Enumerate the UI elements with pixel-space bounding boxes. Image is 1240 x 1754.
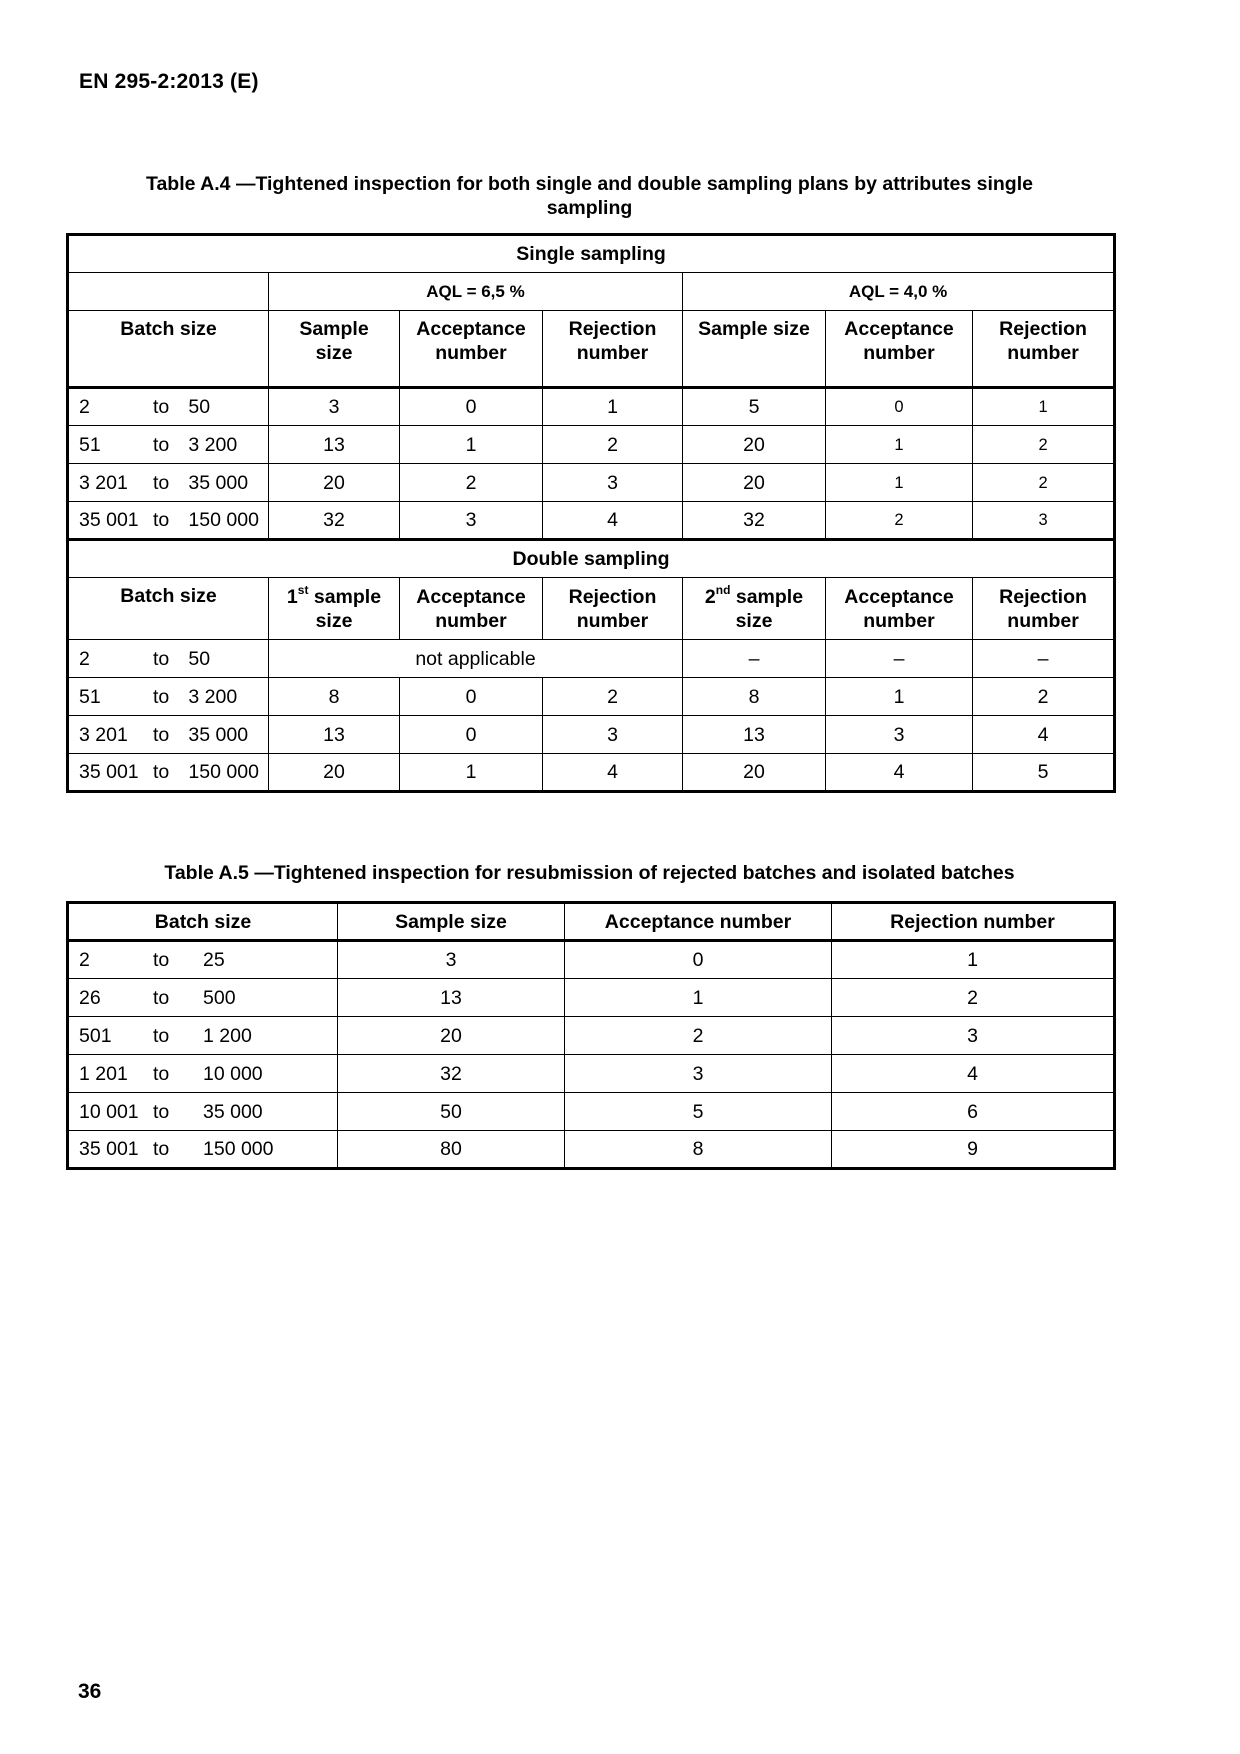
cell: 4 xyxy=(826,754,973,792)
table-row xyxy=(68,716,1115,754)
table-row xyxy=(68,1093,1115,1131)
table-a5 xyxy=(66,901,1116,1170)
header-line: Sample xyxy=(299,318,369,340)
header-line: number xyxy=(863,342,935,364)
header-row xyxy=(68,903,1115,941)
ordinal-number: 2 xyxy=(704,585,716,608)
cell: 32 xyxy=(683,502,826,540)
batch-end: 35 000 xyxy=(188,471,249,494)
cell: 5 xyxy=(565,1093,832,1131)
rejection-number-header xyxy=(543,311,683,388)
acceptance-number-header: Acceptance number xyxy=(565,903,832,941)
header-line: Rejection xyxy=(568,585,657,608)
ordinal-number: 1 xyxy=(286,585,298,608)
header-line: Acceptance xyxy=(416,585,526,608)
cell: 50 xyxy=(338,1093,565,1131)
cell: 20 xyxy=(269,754,400,792)
cell: 80 xyxy=(338,1131,565,1169)
batch-from: 501 xyxy=(79,1024,112,1047)
table-row xyxy=(68,678,1115,716)
table-row xyxy=(68,979,1115,1017)
ordinal-suffix: st xyxy=(297,582,309,597)
cell: 13 xyxy=(269,716,400,754)
batch-to: to xyxy=(153,509,170,531)
cell: 3 xyxy=(269,388,400,426)
batch-range xyxy=(68,979,338,1017)
cell: 13 xyxy=(269,426,400,464)
batch-to: to xyxy=(153,949,170,971)
table-row xyxy=(68,640,1115,678)
batch-end: 50 xyxy=(188,396,211,418)
acceptance-number-header xyxy=(400,311,543,388)
batch-from: 1 201 xyxy=(79,1062,128,1085)
batch-from: 2 xyxy=(79,949,90,971)
batch-end: 3 200 xyxy=(188,433,238,456)
batch-end: 150 000 xyxy=(188,761,259,783)
cell: 1 xyxy=(973,388,1115,426)
cell: 2 xyxy=(543,678,683,716)
batch-end: 150 000 xyxy=(188,509,259,531)
batch-to: to xyxy=(153,1138,170,1160)
batch-end: 3 200 xyxy=(188,685,238,708)
batch-to: to xyxy=(153,471,170,494)
batch-range xyxy=(68,1055,338,1093)
cell: 4 xyxy=(832,1055,1115,1093)
cell: 3 xyxy=(400,502,543,540)
table-row xyxy=(68,464,1115,502)
cell: 2 xyxy=(826,502,973,540)
batch-size-header: Batch size xyxy=(68,311,269,388)
batch-to: to xyxy=(153,1062,170,1085)
header-line: number xyxy=(576,342,649,364)
cell: 8 xyxy=(683,678,826,716)
rejection-number-header-2 xyxy=(973,578,1115,640)
rejection-number-header-2 xyxy=(973,311,1115,388)
cell: 20 xyxy=(269,464,400,502)
cell: 32 xyxy=(338,1055,565,1093)
table-a5-caption: Table A.5 —Tightened inspection for resubmission of rejected batches and isolated batches xyxy=(164,862,1015,884)
batch-range xyxy=(68,941,338,979)
batch-range xyxy=(68,464,269,502)
cell: 2 xyxy=(543,426,683,464)
cell: 1 xyxy=(543,388,683,426)
batch-range xyxy=(68,716,269,754)
cell: 0 xyxy=(400,388,543,426)
cell: 20 xyxy=(683,426,826,464)
batch-to: to xyxy=(153,986,170,1009)
cell: 6 xyxy=(832,1093,1115,1131)
empty-cell xyxy=(68,273,269,311)
cell: 20 xyxy=(683,754,826,792)
header-line: number xyxy=(1007,609,1079,632)
header-line: Acceptance xyxy=(844,318,954,340)
batch-to: to xyxy=(153,761,170,783)
header-line: size xyxy=(735,609,773,632)
aql-6-5-heading: AQL = 6,5 % xyxy=(269,273,683,311)
table-a4-caption-line1: Table A.4 —Tightened inspection for both single and double sampling plans by attributes single xyxy=(146,173,1033,195)
batch-end: 35 000 xyxy=(203,1100,263,1123)
second-sample-size-header xyxy=(683,578,826,640)
cell: 1 xyxy=(826,678,973,716)
batch-range xyxy=(68,426,269,464)
batch-to: to xyxy=(153,723,170,746)
header-line: Acceptance xyxy=(416,318,526,340)
cell: 3 xyxy=(338,941,565,979)
acceptance-number-header-2 xyxy=(826,578,973,640)
cell: 3 xyxy=(832,1017,1115,1055)
table-row xyxy=(68,1017,1115,1055)
cell: 20 xyxy=(683,464,826,502)
double-header-row xyxy=(68,578,1115,640)
batch-range xyxy=(68,1017,338,1055)
table-row xyxy=(68,426,1115,464)
batch-from: 2 xyxy=(79,647,90,670)
cell: 5 xyxy=(973,754,1115,792)
batch-range xyxy=(68,1093,338,1131)
cell: 8 xyxy=(269,678,400,716)
header-line: number xyxy=(435,609,507,632)
cell: 0 xyxy=(565,941,832,979)
batch-to: to xyxy=(153,1100,170,1123)
cell: – xyxy=(683,640,826,678)
table-row xyxy=(68,941,1115,979)
page-number: 36 xyxy=(78,1680,102,1703)
table-row xyxy=(68,1055,1115,1093)
cell: 13 xyxy=(683,716,826,754)
batch-end: 35 000 xyxy=(188,723,249,746)
cell: 4 xyxy=(543,754,683,792)
cell: 3 xyxy=(826,716,973,754)
cell: 2 xyxy=(973,426,1115,464)
cell: 1 xyxy=(400,754,543,792)
cell: 32 xyxy=(269,502,400,540)
batch-range xyxy=(68,502,269,540)
batch-to: to xyxy=(153,396,170,418)
cell: 9 xyxy=(832,1131,1115,1169)
batch-range xyxy=(68,388,269,426)
batch-from: 2 xyxy=(79,396,90,418)
cell: 1 xyxy=(400,426,543,464)
batch-from: 51 xyxy=(79,433,101,456)
batch-end: 50 xyxy=(188,647,211,670)
cell: 4 xyxy=(543,502,683,540)
batch-to: to xyxy=(153,647,170,670)
single-sampling-title: Single sampling xyxy=(68,235,1115,273)
batch-size-header: Batch size xyxy=(68,903,338,941)
cell: 1 xyxy=(826,464,973,502)
header-line: Rejection xyxy=(568,318,657,340)
cell: 4 xyxy=(973,716,1115,754)
table-row xyxy=(68,754,1115,792)
cell: 3 xyxy=(543,716,683,754)
table-a4-caption xyxy=(66,172,1113,220)
cell: 2 xyxy=(832,979,1115,1017)
cell: 2 xyxy=(973,464,1115,502)
aql-4-0-heading: AQL = 4,0 % xyxy=(683,273,1115,311)
header-line: number xyxy=(435,342,507,364)
document-identifier: EN 295-2:2013 (E) xyxy=(79,70,259,93)
batch-end: 150 000 xyxy=(203,1138,274,1160)
acceptance-number-header-2 xyxy=(826,311,973,388)
cell: 2 xyxy=(400,464,543,502)
cell: 3 xyxy=(973,502,1115,540)
cell: 3 xyxy=(543,464,683,502)
cell: 8 xyxy=(565,1131,832,1169)
batch-range xyxy=(68,678,269,716)
cell: 0 xyxy=(400,716,543,754)
cell: 0 xyxy=(400,678,543,716)
ordinal-suffix: nd xyxy=(715,582,731,597)
batch-range xyxy=(68,640,269,678)
batch-end: 25 xyxy=(203,949,225,971)
batch-end: 10 000 xyxy=(203,1062,263,1085)
cell: 2 xyxy=(565,1017,832,1055)
header-line: Rejection xyxy=(999,585,1087,608)
cell: – xyxy=(826,640,973,678)
cell: 2 xyxy=(973,678,1115,716)
batch-end: 500 xyxy=(203,986,236,1009)
cell: 20 xyxy=(338,1017,565,1055)
batch-from: 35 001 xyxy=(79,761,139,783)
batch-from: 10 001 xyxy=(79,1100,139,1123)
header-line: Rejection xyxy=(999,318,1087,340)
header-line: Acceptance xyxy=(844,585,954,608)
batch-to: to xyxy=(153,433,170,456)
cell: – xyxy=(973,640,1115,678)
rejection-number-header xyxy=(543,578,683,640)
cell: 13 xyxy=(338,979,565,1017)
not-applicable-cell: not applicable xyxy=(269,640,683,678)
rejection-number-header: Rejection number xyxy=(832,903,1115,941)
table-row xyxy=(68,1131,1115,1169)
cell: 1 xyxy=(832,941,1115,979)
table-a4-caption-line2: sampling xyxy=(546,197,633,219)
sample-size-header: Sample size xyxy=(338,903,565,941)
first-sample-size-header xyxy=(269,578,400,640)
cell: 5 xyxy=(683,388,826,426)
batch-end: 1 200 xyxy=(203,1024,252,1047)
batch-from: 3 201 xyxy=(79,723,128,746)
header-line: number xyxy=(1007,342,1079,364)
sample-size-header xyxy=(269,311,400,388)
batch-range xyxy=(68,754,269,792)
batch-range xyxy=(68,1131,338,1169)
cell: 3 xyxy=(565,1055,832,1093)
header-line: number xyxy=(863,609,935,632)
single-header-row xyxy=(68,311,1115,388)
batch-to: to xyxy=(153,1024,170,1047)
batch-to: to xyxy=(153,685,170,708)
batch-from: 35 001 xyxy=(79,1138,139,1160)
header-line: size xyxy=(315,609,353,632)
cell: 1 xyxy=(826,426,973,464)
header-line: size xyxy=(315,342,353,364)
cell: 1 xyxy=(565,979,832,1017)
table-row xyxy=(68,502,1115,540)
table-row xyxy=(68,388,1115,426)
batch-from: 3 201 xyxy=(79,471,128,494)
header-line: sample xyxy=(308,585,382,608)
double-sampling-title: Double sampling xyxy=(68,540,1115,578)
sample-size-header-2: Sample size xyxy=(683,311,826,388)
batch-size-header: Batch size xyxy=(68,578,269,640)
batch-from: 35 001 xyxy=(79,509,139,531)
header-line: sample xyxy=(730,585,804,608)
acceptance-number-header xyxy=(400,578,543,640)
cell: 0 xyxy=(826,388,973,426)
header-line: number xyxy=(576,609,649,632)
batch-from: 51 xyxy=(79,685,101,708)
batch-from: 26 xyxy=(79,986,101,1009)
table-a4 xyxy=(66,233,1116,793)
